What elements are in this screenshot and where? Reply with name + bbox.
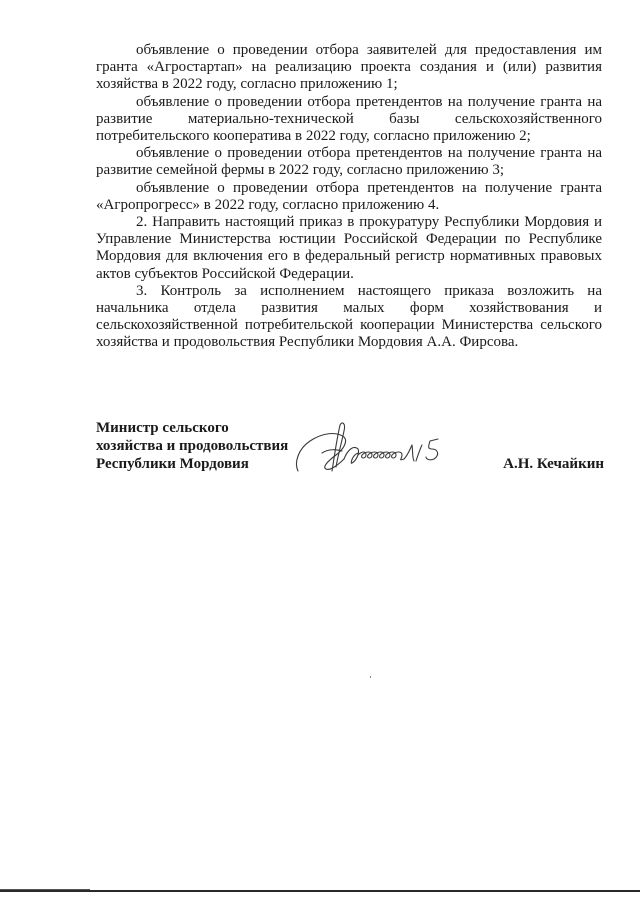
signatory-title-line-2: хозяйства и продовольствия xyxy=(96,438,289,454)
paragraph-announcement-cooperative: объявление о проведении отбора претендентов на получение гранта на развитие материально-технической базы сельскохозяйственного потребительского кооператива в 2022 году, согласно приложению 2; xyxy=(96,93,602,145)
paragraph-announcement-agrostartap: объявление о проведении отбора заявителей для предоставления им гранта «Агростартап» на реализацию проекта создания и (или) развития хозяйства в 2022 году, согласно приложению 1; xyxy=(96,42,602,93)
paragraph-announcement-family-farm: объявление о проведении отбора претендентов на получение гранта на развитие семейной фермы в 2022 году, согласно приложению 3; xyxy=(96,145,602,179)
handwritten-signature xyxy=(292,419,472,479)
scan-bottom-edge-line xyxy=(0,890,640,892)
signatory-title-line-1: Министр сельского xyxy=(96,420,229,436)
paragraph-item-3-control: 3. Контроль за исполнением настоящего приказа возложить на начальника отдела развития малых форм хозяйствования и сельскохозяйственной потребительской кооперации Министерства сельского хозяйства и продовольствия Республики Мордовия А.А. Фирсова. xyxy=(96,282,602,351)
scan-speck xyxy=(370,676,371,678)
paragraph-item-2-send-to-prosecutor: 2. Направить настоящий приказ в прокуратуру Республики Мордовия и Управление Министерства юстиции Российской Федерации по Республике Мордовия для включения его в федеральный регистр нормативных правовых актов субъектов Российской Федерации. xyxy=(96,214,602,282)
signature-block xyxy=(96,419,604,479)
signatory-title-line-3: Республики Мордовия xyxy=(96,456,249,472)
paragraph-announcement-agroprogress: объявление о проведении отбора претендентов на получение гранта «Агропрогресс» в 2022 году, согласно приложению 4. xyxy=(96,179,602,213)
signatory-title xyxy=(96,419,288,473)
order-body-text xyxy=(96,42,602,352)
signatory-name: А.Н. Кечайкин xyxy=(503,456,604,472)
